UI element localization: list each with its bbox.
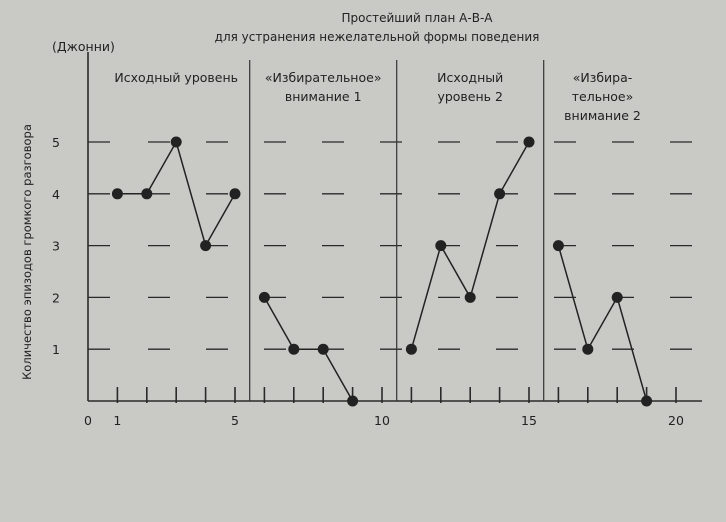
data-point [200,240,211,251]
phase-label: тельное» [571,89,634,104]
x-tick-label: 1 [113,413,122,428]
y-tick-label: 3 [52,238,60,254]
data-point [259,292,270,303]
x-tick-label: 5 [231,413,239,428]
phase-label: «Избирательное» [264,70,382,85]
y-tick-label: 5 [52,135,60,150]
data-point [435,240,446,251]
data-point [112,188,123,199]
chart-title: Простейший план А-В-А [341,11,493,25]
data-point [347,396,358,407]
series-line [558,246,646,401]
phase-label: внимание 1 [284,89,362,104]
y-tick-label: 4 [52,186,60,202]
data-point [494,188,505,199]
data-point [171,137,182,148]
y-tick-label: 1 [52,342,60,358]
data-point [612,292,623,303]
data-point [406,344,417,355]
phase-label: Исходный уровень [114,70,239,85]
data-point [553,240,564,251]
x-tick-label: 0 [84,413,92,428]
plot-area [52,52,702,428]
data-point [641,396,652,407]
phase-label: уровень 2 [437,89,503,104]
data-point [465,292,476,303]
data-point [318,344,329,355]
data-point [582,344,593,355]
data-point [288,344,299,355]
x-tick-label: 15 [521,413,537,428]
phase-label: внимание 2 [564,108,641,123]
y-tick-label: 2 [52,290,60,306]
phase-label: «Избира- [572,70,633,85]
x-tick-label: 20 [668,413,684,428]
data-point [230,188,241,199]
subject-label: (Джонни) [52,39,115,54]
data-point [141,188,152,199]
data-point [524,137,535,148]
x-tick-label: 10 [374,413,390,428]
chart-subtitle: для устранения нежелательной формы поведения [214,30,540,44]
phase-label: Исходный [437,70,504,85]
y-axis-label: Количество эпизодов громкого разговора [20,124,34,380]
